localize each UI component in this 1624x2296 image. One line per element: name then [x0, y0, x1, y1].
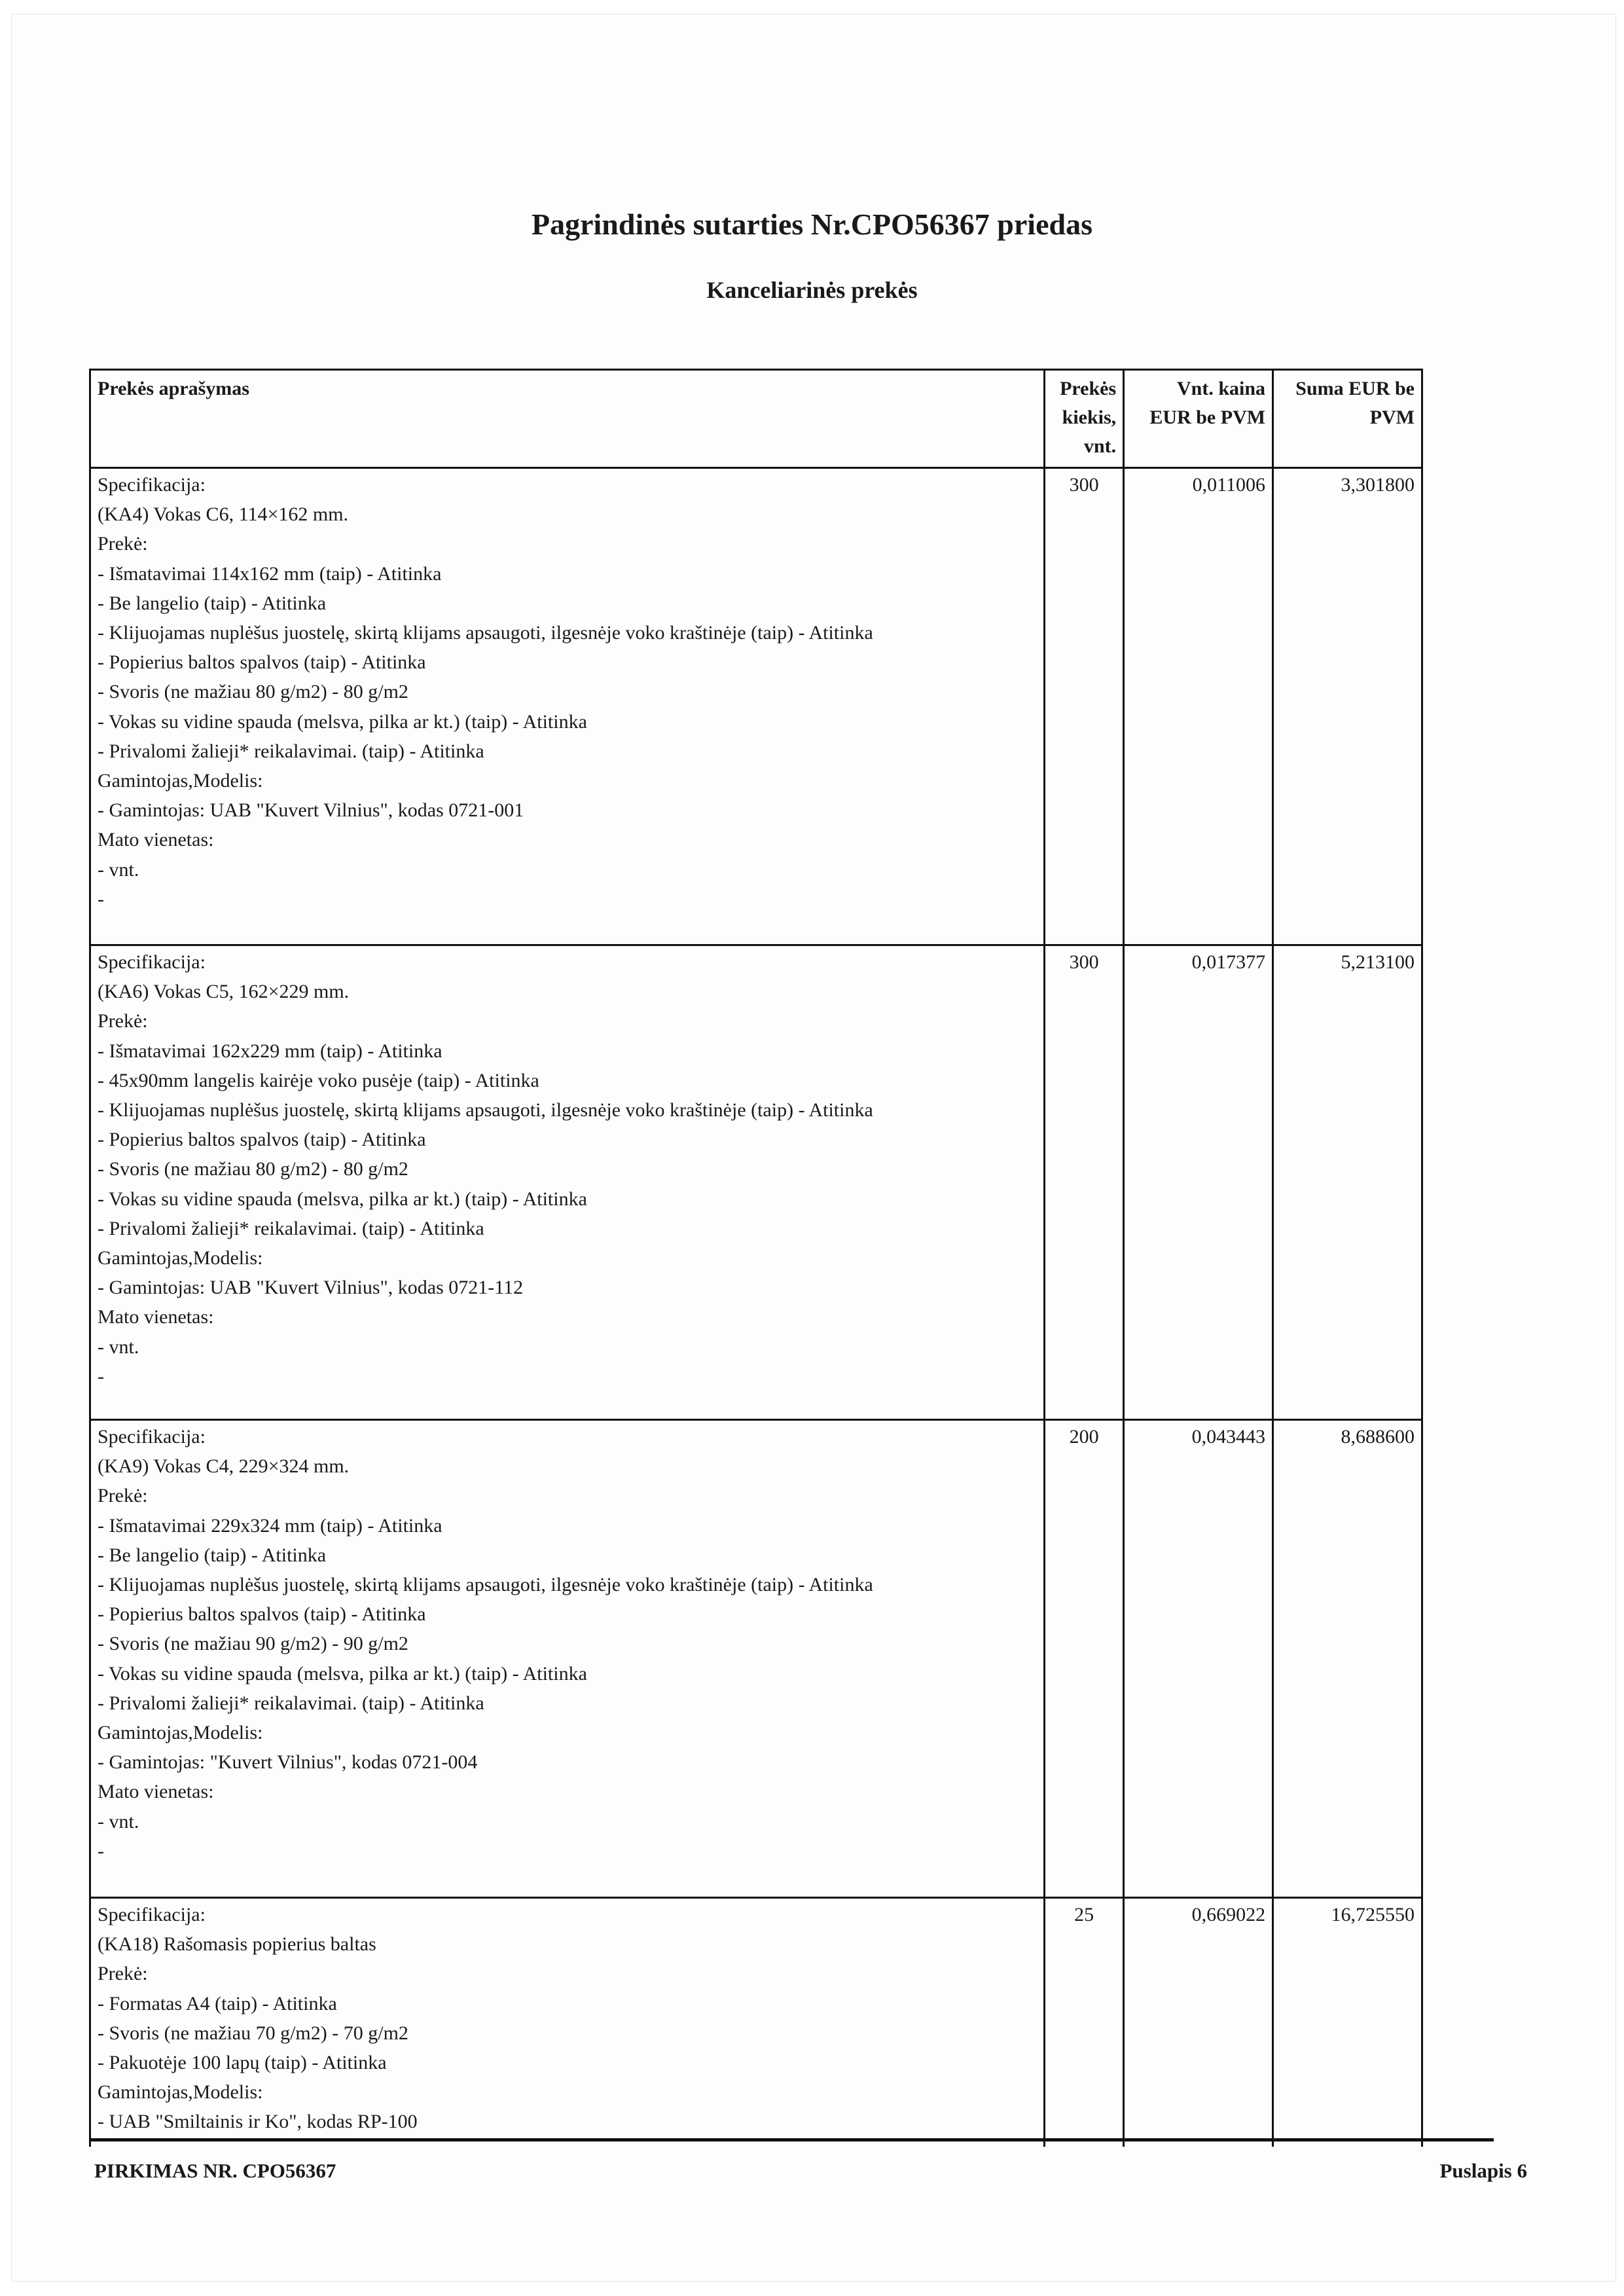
description-line: - Svoris (ne mažiau 80 g/m2) - 80 g/m2 — [98, 681, 408, 703]
description-line: - — [98, 1840, 104, 1862]
item-description — [90, 468, 1045, 945]
description-line: Prekė: — [98, 533, 148, 555]
description-line: - Klijuojamas nuplėšus juostelę, skirtą klijams apsaugoti, ilgesnėje voko kraštinėje (taip) - Atitinka — [98, 1574, 873, 1596]
header-sum: Suma EUR be PVM — [1273, 370, 1422, 468]
description-line: - Popierius baltos spalvos (taip) - Atitinka — [98, 1603, 426, 1626]
table-row — [90, 1898, 1422, 2147]
description-line: - vnt. — [98, 1336, 139, 1358]
table-row — [90, 468, 1422, 945]
description-line: - Gamintojas: UAB "Kuvert Vilnius", kodas 0721-001 — [98, 799, 524, 822]
item-unit-price: 0,043443 — [1124, 1420, 1273, 1898]
description-line: Prekė: — [98, 1963, 148, 1985]
item-unit-price: 0,017377 — [1124, 945, 1273, 1420]
description-line: Mato vienetas: — [98, 1781, 214, 1803]
description-line: Gamintojas,Modelis: — [98, 2081, 263, 2104]
footer-page-number: Puslapis 6 — [1439, 2159, 1527, 2182]
description-line: Mato vienetas: — [98, 829, 214, 851]
description-line: (KA18) Rašomasis popierius baltas — [98, 1933, 376, 1956]
description-line: - 45x90mm langelis kairėje voko pusėje (taip) - Atitinka — [98, 1069, 539, 1091]
description-line: - vnt. — [98, 858, 139, 881]
item-sum: 5,213100 — [1273, 945, 1422, 1420]
description-line: Mato vienetas: — [98, 1306, 214, 1328]
item-quantity: 200 — [1045, 1420, 1124, 1898]
item-sum: 8,688600 — [1273, 1420, 1422, 1898]
table-header-row — [90, 370, 1422, 468]
description-line: - Be langelio (taip) - Atitinka — [98, 592, 327, 614]
table-row — [90, 945, 1422, 1420]
footer-divider — [89, 2138, 1494, 2141]
description-line: Specifikacija: — [98, 474, 206, 496]
description-line: - UAB "Smiltainis ir Ko", kodas RP-100 — [98, 2111, 418, 2133]
item-unit-price: 0,011006 — [1124, 468, 1273, 945]
description-line: - Gamintojas: "Kuvert Vilnius", kodas 0721-004 — [98, 1751, 478, 1774]
description-line: - Popierius baltos spalvos (taip) - Atitinka — [98, 1129, 426, 1151]
header-description: Prekės aprašymas — [90, 370, 1045, 468]
description-line: - Popierius baltos spalvos (taip) - Atitinka — [98, 651, 426, 674]
description-line: Prekė: — [98, 1485, 148, 1507]
description-line: - Vokas su vidine spauda (melsva, pilka ar kt.) (taip) - Atitinka — [98, 1662, 587, 1685]
item-description — [90, 1898, 1045, 2147]
description-line: - Privalomi žalieji* reikalavimai. (taip) - Atitinka — [98, 740, 484, 762]
header-quantity: Prekės kiekis, vnt. — [1045, 370, 1124, 468]
description-line: - Privalomi žalieji* reikalavimai. (taip) - Atitinka — [98, 1217, 484, 1239]
description-line: Gamintojas,Modelis: — [98, 1722, 263, 1744]
description-line: Gamintojas,Modelis: — [98, 1247, 263, 1269]
description-line: - Išmatavimai 162x229 mm (taip) - Atitinka — [98, 1040, 442, 1062]
description-line: Specifikacija: — [98, 1904, 206, 1925]
description-line: Specifikacija: — [98, 1426, 206, 1448]
description-line: Gamintojas,Modelis: — [98, 770, 263, 792]
item-quantity: 25 — [1045, 1898, 1124, 2147]
description-line: - Svoris (ne mažiau 70 g/m2) - 70 g/m2 — [98, 2022, 408, 2044]
item-sum: 3,301800 — [1273, 468, 1422, 945]
description-line: - Gamintojas: UAB "Kuvert Vilnius", kodas 0721-112 — [98, 1277, 524, 1299]
item-sum: 16,725550 — [1273, 1898, 1422, 2147]
description-line: - Klijuojamas nuplėšus juostelę, skirtą klijams apsaugoti, ilgesnėje voko kraštinėje (taip) - Atitinka — [98, 1099, 873, 1121]
header-unit-price: Vnt. kaina EUR be PVM — [1124, 370, 1273, 468]
item-description — [90, 1420, 1045, 1898]
items-table — [89, 369, 1423, 2147]
description-line: (KA6) Vokas C5, 162×229 mm. — [98, 981, 350, 1003]
table-row — [90, 1420, 1422, 1898]
document-title: Pagrindinės sutarties Nr.CPO56367 priedas — [532, 208, 1092, 241]
footer-procurement-number: PIRKIMAS NR. CPO56367 — [94, 2159, 336, 2182]
description-line: - Svoris (ne mažiau 90 g/m2) - 90 g/m2 — [98, 1633, 408, 1655]
item-description — [90, 945, 1045, 1420]
description-line: - Išmatavimai 114x162 mm (taip) - Atitinka — [98, 562, 442, 585]
description-line: (KA4) Vokas C6, 114×162 mm. — [98, 503, 349, 526]
description-line: - Svoris (ne mažiau 80 g/m2) - 80 g/m2 — [98, 1158, 408, 1180]
item-unit-price: 0,669022 — [1124, 1898, 1273, 2147]
item-quantity: 300 — [1045, 945, 1124, 1420]
item-quantity: 300 — [1045, 468, 1124, 945]
description-line: - Klijuojamas nuplėšus juostelę, skirtą klijams apsaugoti, ilgesnėje voko kraštinėje (taip) - Atitinka — [98, 622, 873, 644]
document-subtitle: Kanceliarinės prekės — [706, 277, 918, 303]
description-line: - vnt. — [98, 1810, 139, 1832]
description-line: - — [98, 888, 104, 910]
description-line: - — [98, 1365, 104, 1387]
description-line: Prekė: — [98, 1010, 148, 1032]
description-line: - Išmatavimai 229x324 mm (taip) - Atitinka — [98, 1514, 442, 1537]
description-line: Specifikacija: — [98, 951, 206, 973]
description-line: - Vokas su vidine spauda (melsva, pilka ar kt.) (taip) - Atitinka — [98, 1188, 587, 1210]
description-line: - Pakuotėje 100 lapų (taip) - Atitinka — [98, 2052, 387, 2074]
description-line: - Be langelio (taip) - Atitinka — [98, 1544, 327, 1566]
description-line: - Privalomi žalieji* reikalavimai. (taip) - Atitinka — [98, 1692, 484, 1714]
description-line: - Vokas su vidine spauda (melsva, pilka ar kt.) (taip) - Atitinka — [98, 710, 587, 733]
description-line: (KA9) Vokas C4, 229×324 mm. — [98, 1455, 350, 1478]
description-line: - Formatas A4 (taip) - Atitinka — [98, 1992, 337, 2014]
